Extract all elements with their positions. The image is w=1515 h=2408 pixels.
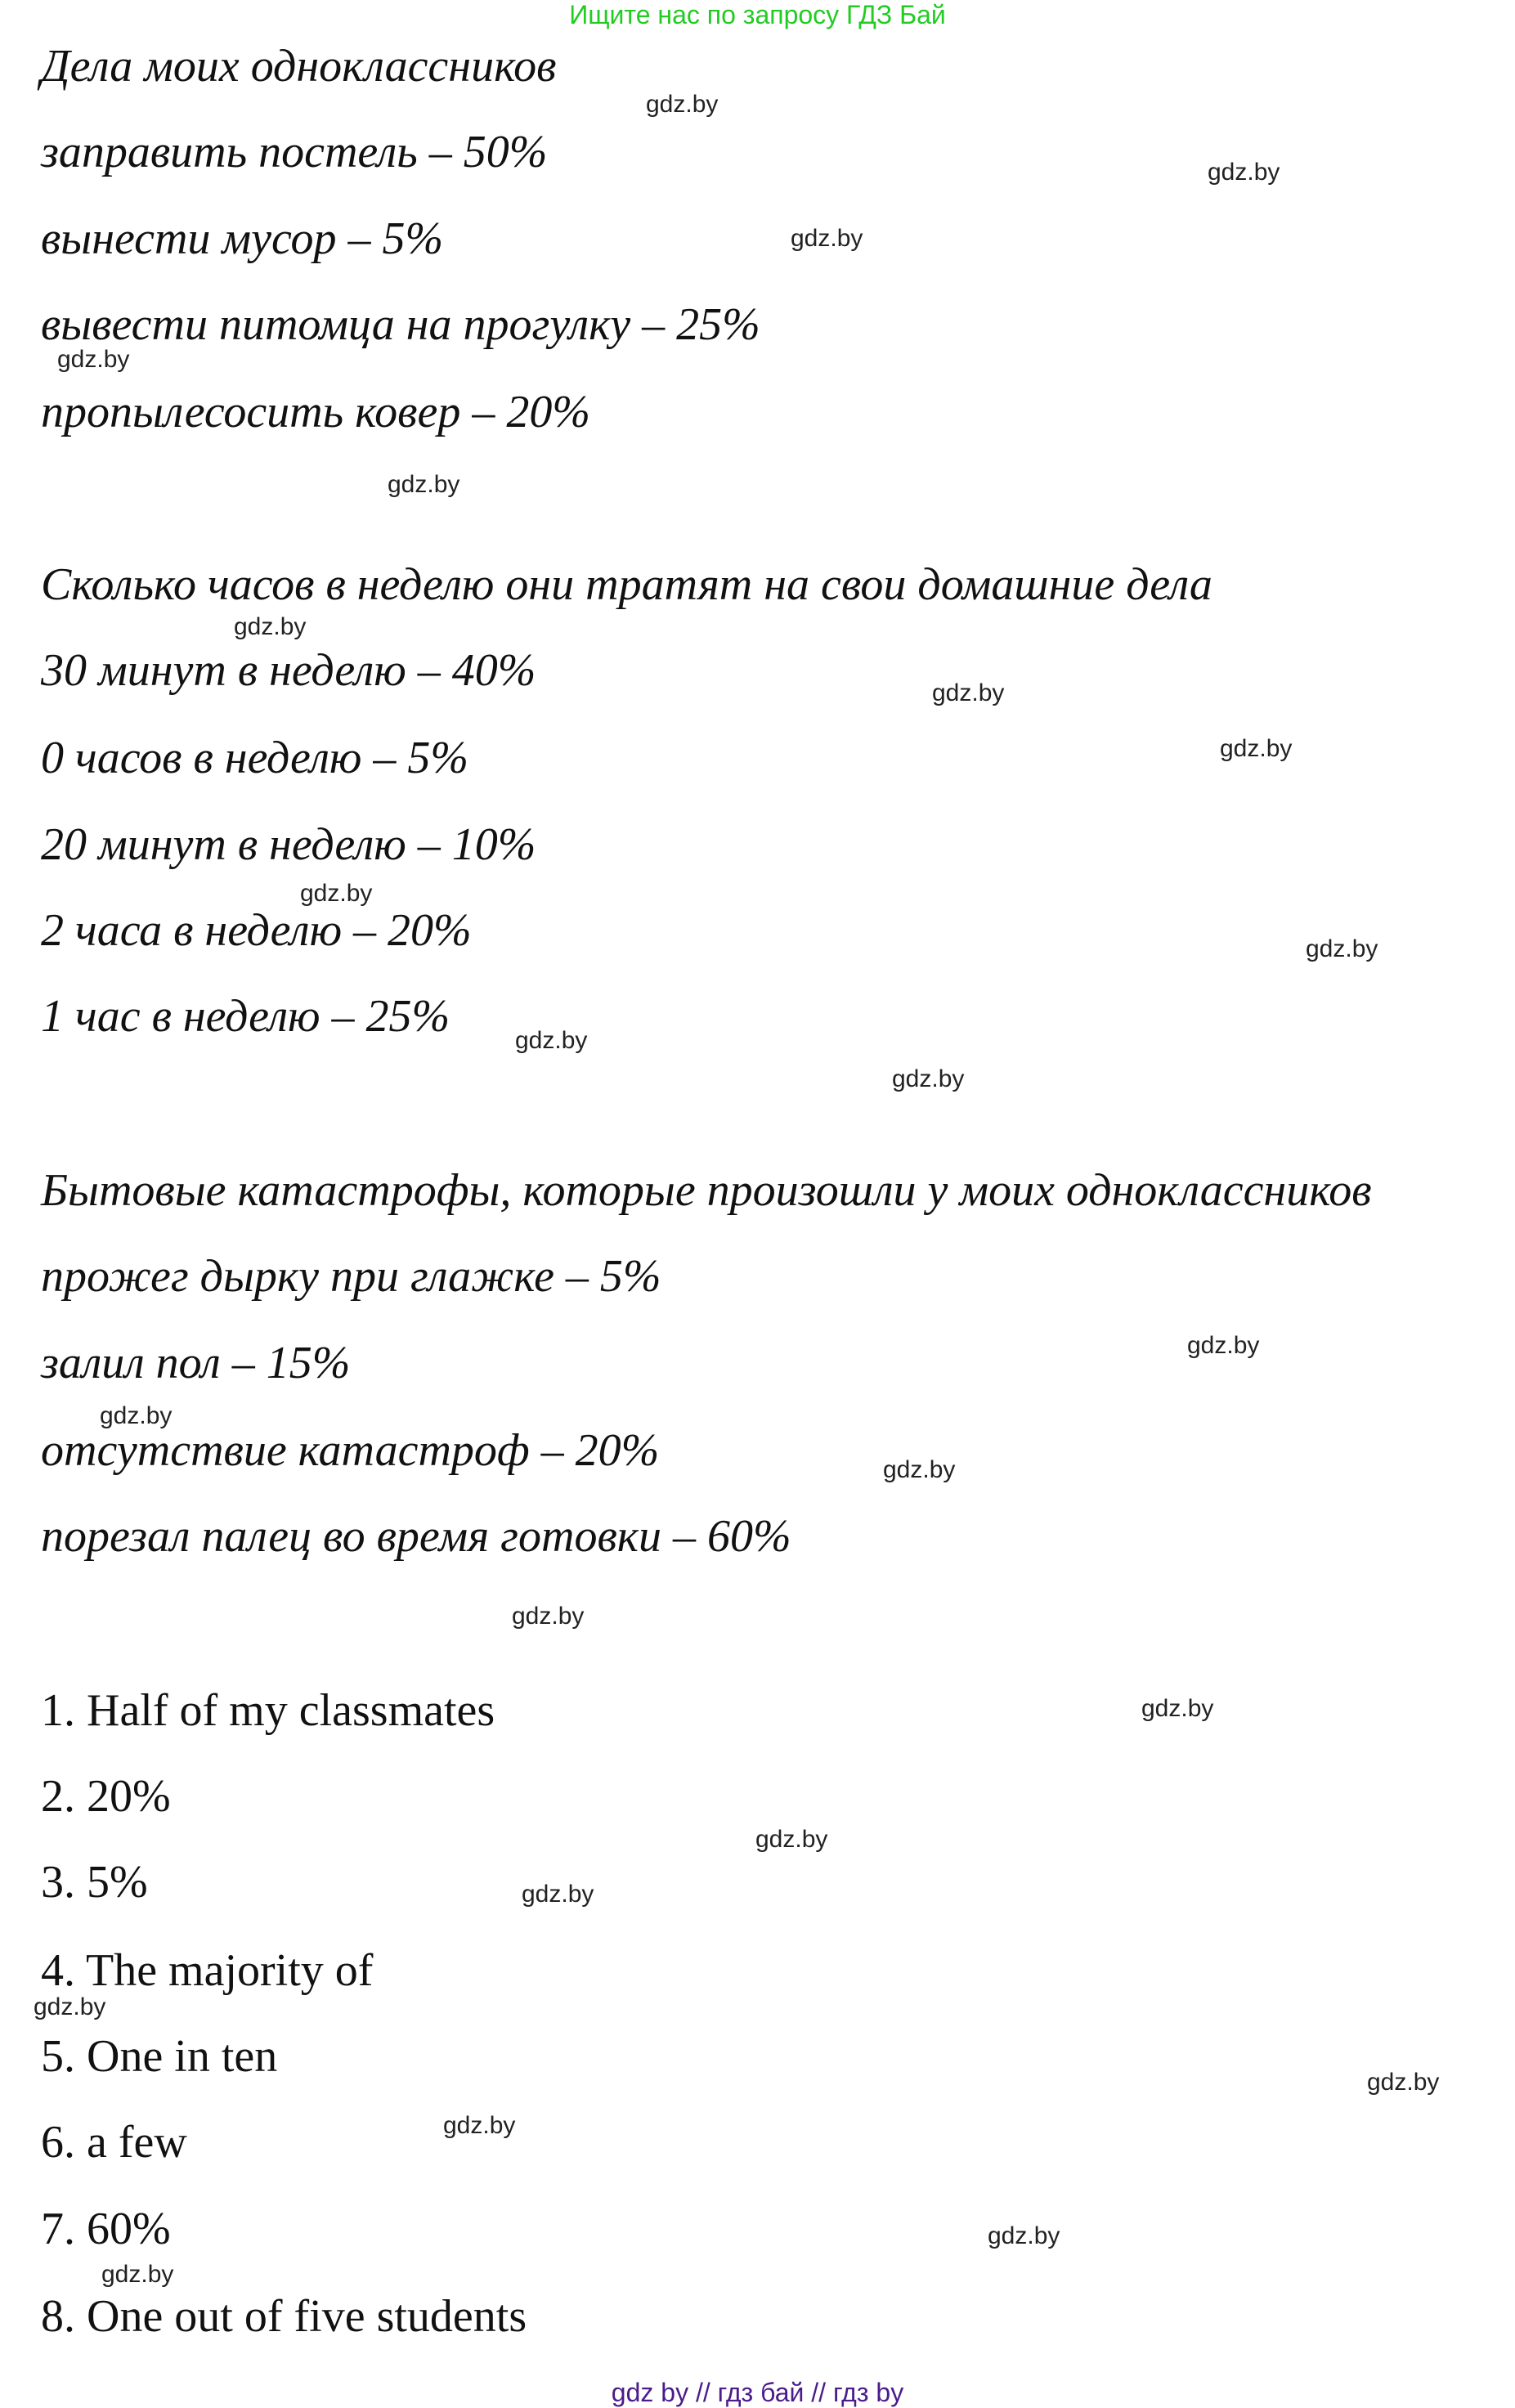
watermark: gdz.by bbox=[791, 225, 863, 252]
answer-item: 1. Half of my classmates bbox=[41, 1685, 495, 1736]
watermark: gdz.by bbox=[646, 91, 719, 118]
watermark: gdz.by bbox=[883, 1456, 956, 1483]
watermark: gdz.by bbox=[388, 471, 460, 498]
list-item: 20 минут в неделю – 10% bbox=[41, 819, 536, 870]
list-item: вынести мусор – 5% bbox=[41, 213, 444, 264]
watermark: gdz.by bbox=[34, 1993, 106, 2020]
watermark: gdz.by bbox=[300, 880, 373, 907]
list-item: залил пол – 15% bbox=[41, 1338, 351, 1388]
list-item: пропылесосить ковер – 20% bbox=[41, 387, 590, 437]
footer-links[interactable]: gdz by // гдз бай // гдз by bbox=[611, 2378, 904, 2407]
answer-item: 3. 5% bbox=[41, 1857, 148, 1908]
watermark: gdz.by bbox=[1306, 935, 1378, 962]
section-title: Сколько часов в неделю они тратят на свои домашние дела bbox=[41, 559, 1212, 610]
watermark: gdz.by bbox=[1208, 159, 1280, 186]
watermark: gdz.by bbox=[1367, 2069, 1440, 2096]
answer-item: 7. 60% bbox=[41, 2204, 171, 2254]
watermark: gdz.by bbox=[1141, 1695, 1214, 1722]
answer-item: 5. One in ten bbox=[41, 2031, 278, 2082]
watermark: gdz.by bbox=[234, 613, 307, 640]
watermark: gdz.by bbox=[755, 1826, 828, 1853]
list-item: порезал палец во время готовки – 60% bbox=[41, 1511, 791, 1562]
list-item: 30 минут в неделю – 40% bbox=[41, 645, 536, 696]
section-title: Дела моих одноклассников bbox=[41, 41, 557, 92]
list-item: прожег дырку при глажке – 5% bbox=[41, 1251, 661, 1302]
list-item: вывести питомца на прогулку – 25% bbox=[41, 299, 760, 350]
watermark: gdz.by bbox=[1187, 1332, 1260, 1359]
watermark: gdz.by bbox=[443, 2112, 516, 2139]
answer-item: 8. One out of five students bbox=[41, 2291, 527, 2342]
watermark: gdz.by bbox=[988, 2222, 1060, 2249]
watermark: gdz.by bbox=[515, 1027, 588, 1054]
answer-item: 6. a few bbox=[41, 2117, 187, 2168]
list-item: 1 час в неделю – 25% bbox=[41, 991, 450, 1042]
watermark: gdz.by bbox=[522, 1881, 594, 1908]
list-item: отсутствие катастроф – 20% bbox=[41, 1425, 660, 1476]
answer-item: 4. The majority of bbox=[41, 1945, 374, 1996]
watermark: gdz.by bbox=[512, 1603, 585, 1630]
watermark: gdz.by bbox=[57, 346, 130, 373]
watermark: gdz.by bbox=[932, 679, 1005, 706]
search-banner: Ищите нас по запросу ГДЗ Бай bbox=[569, 0, 946, 29]
list-item: заправить постель – 50% bbox=[41, 127, 548, 177]
list-item: 0 часов в неделю – 5% bbox=[41, 733, 469, 783]
watermark: gdz.by bbox=[101, 2261, 174, 2288]
answer-item: 2. 20% bbox=[41, 1771, 171, 1822]
section-title: Бытовые катастрофы, которые произошли у моих одноклассников bbox=[41, 1165, 1372, 1216]
watermark: gdz.by bbox=[892, 1065, 965, 1092]
watermark: gdz.by bbox=[1220, 735, 1293, 762]
watermark: gdz.by bbox=[100, 1402, 173, 1429]
list-item: 2 часа в неделю – 20% bbox=[41, 905, 472, 956]
